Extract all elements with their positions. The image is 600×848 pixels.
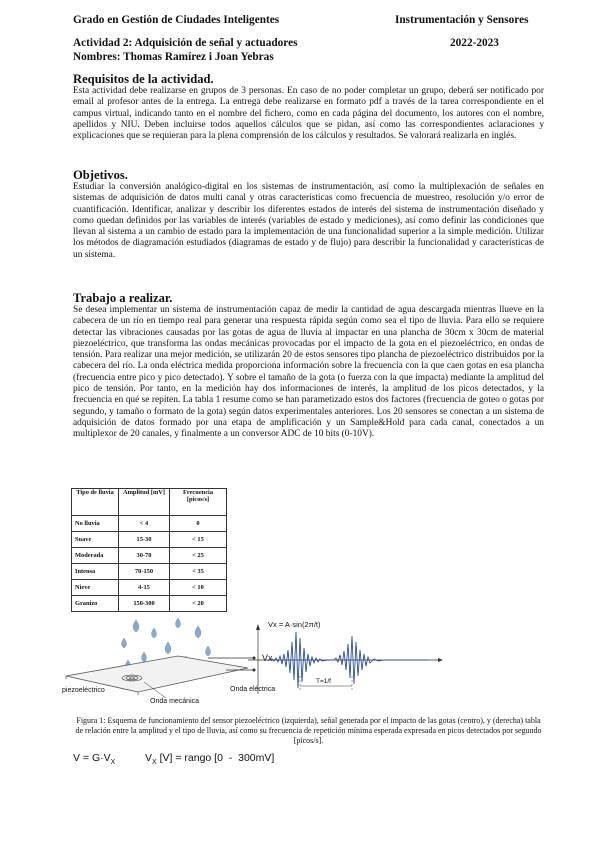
elec-wave-label: Onda eléctrica (230, 686, 276, 693)
table-row (72, 548, 227, 564)
period-label: T=1/f (316, 678, 331, 685)
gain-formula-text: V = G·V (73, 752, 111, 764)
table-cell: No lluvia (72, 516, 119, 532)
trabajo-paragraph: Se desea implementar un sistema de instrumentación capaz de medir la cantidad de agua descargada mientras llueve en la cabecera de un río en tiempo real para generar una respuesta rápida según como sea el tipo de lluvia. Para ello se requiere detectar las vibraciones causadas por las gotas de agua de lluvia al impactar en una plancha de 30cm x 30cm de material piezoeléctrico, que transforma las ondas mecánicas provocadas por el impacto de la gota en el piezoeléctrico, en ondas de tensión. Para realizar una mejor medición, se utilizarán 20 de estos sensores tipo plancha de piezoeléctrico distribuidos por la cabecera del río. La onda eléctrica medida proporciona información sobre la frecuencia con la que caen gotas en esa plancha (frecuencia entre pico y pico detectado). Y sobre el tamaño de la gota (o fuerza con la que impacta) mediante la amplitud del pico de tensión. Por tanto, en la medición hay dos informaciones de interés, la amplitud de los picos detectados, y la frecuencia en qué se repiten. La tabla 1 resume como se han parametizado estos dos factores (frecuencia de goteo o gotas por segundo, y tamaño o formato de la gota) según datos experimentales anteriores. Los 20 sensores se conectan a un sistema de adquisición de datos formado por una etapa de amplificación y un Sample&Hold para cada canal, conectados a un multiplexor de 20 canales, y finalmente a un conversor ADC de 10 bits (0-10V). (73, 305, 544, 440)
table-cell: 30-70 (119, 548, 170, 564)
table-cell: Moderada (72, 548, 119, 564)
table-row (72, 516, 227, 532)
table-cell: < 35 (170, 564, 227, 580)
table-cell: 0 (170, 516, 227, 532)
range-formula-sub: X (152, 759, 157, 767)
gain-formula (73, 752, 115, 766)
table-cell: Granizo (72, 596, 119, 612)
objetivos-heading: Objetivos. (73, 168, 128, 182)
mech-wave-label: Onda mecánica (150, 698, 200, 705)
academic-year: 2022-2023 (450, 37, 499, 49)
table-cell: 4-15 (119, 580, 170, 596)
formula-label: Vx = A·sin(2π/t) (268, 620, 321, 629)
authors-line: Nombres: Thomas Ramírez i Joan Yebras (73, 51, 274, 63)
gain-formula-sub: X (110, 759, 116, 767)
requisitos-heading: Requisitos de la actividad. (73, 72, 214, 86)
table-header-row (72, 489, 227, 516)
table-cell: 15-30 (119, 532, 170, 548)
table-header-cell: Tipo de lluvia (72, 489, 119, 516)
range-formula-text: [V] = rango [0 - 300mV] (156, 752, 275, 764)
requisitos-paragraph: Esta actividad debe realizarse en grupos de 3 personas. En caso de no poder completar un grupo, deberá ser notificado por email al profesor antes de la entrega. La entrega debe realizarse en formato pdf a través de la tarea correspondiente en el campus virtual, indicando tanto en el nombre del fichero, como en cada página del documento, los autores con el nombre, apellidos y NIU. Deben incluirse todos aquellos cálculos que se pidan, así como las correspondientes aclaraciones y explicaciones que se requieran para la plena comprensión de los cálculos y resultados. Se valorará realizarla en inglés. (73, 86, 544, 142)
table-cell: < 20 (170, 596, 227, 612)
piezo-label: piezoeléctrico (62, 687, 105, 694)
table-cell: < 10 (170, 580, 227, 596)
figure-caption: Figura 1: Esquema de funcionamiento del sensor piezoeléctrico (izquierda), señal generada por el impacto de las gotas (centro), y (derecha) tabla de relación entre la amplitud y el tipo de lluvia, así como su frecuencia de repetición mínima esperada expresada en picos detectados por segundo [picos/s]. (75, 716, 542, 745)
table-cell: < 15 (170, 532, 227, 548)
course-title: Instrumentación y Sensores (395, 14, 529, 26)
trabajo-heading: Trabajo a realizar. (73, 291, 173, 305)
range-formula (145, 752, 274, 766)
table-cell: < 4 (119, 516, 170, 532)
table-header-cell: Amplitud [mV] (119, 489, 170, 516)
range-formula-prefix: V (145, 752, 153, 764)
table-cell: < 25 (170, 548, 227, 564)
table-cell: Suave (72, 532, 119, 548)
vx-label: Vx (262, 653, 273, 663)
objetivos-paragraph: Estudiar la conversión analógico-digital en los sistemas de instrumentación, así como la multiplexación de señales en sistemas de adquisición de datos multi canal y otras características como frecuencia de muestreo, resolución y/o error de cuantificación. Identificar, analizar y describir los diferentes estados de interés del sistema de instrumentación diseñado y como quedan definidos por las variables de interés (variables de estado y mediciones), así como definir las condiciones que llevan al sistema a un cambio de estado para la implementación de una funcionalidad superior a la simple medición. Utilizar los métodos de diagramación estudiados (diagramas de estado y de flujo) para describir la funcionalidad y características de un sistema. (73, 182, 544, 260)
activity-title: Actividad 2: Adquisición de señal y actuadores (73, 37, 298, 49)
degree-title: Grado en Gestión de Ciudades Inteligentes (73, 14, 280, 26)
table-cell: 150-300 (119, 596, 170, 612)
table-cell: Intensa (72, 564, 119, 580)
rain-type-table (71, 488, 227, 612)
table-row (72, 580, 227, 596)
table-cell: Nieve (72, 580, 119, 596)
table-row (72, 532, 227, 548)
table-cell: 70-150 (119, 564, 170, 580)
table-header-cell: Frecuencia [picos/s] (170, 489, 227, 516)
table-row (72, 564, 227, 580)
